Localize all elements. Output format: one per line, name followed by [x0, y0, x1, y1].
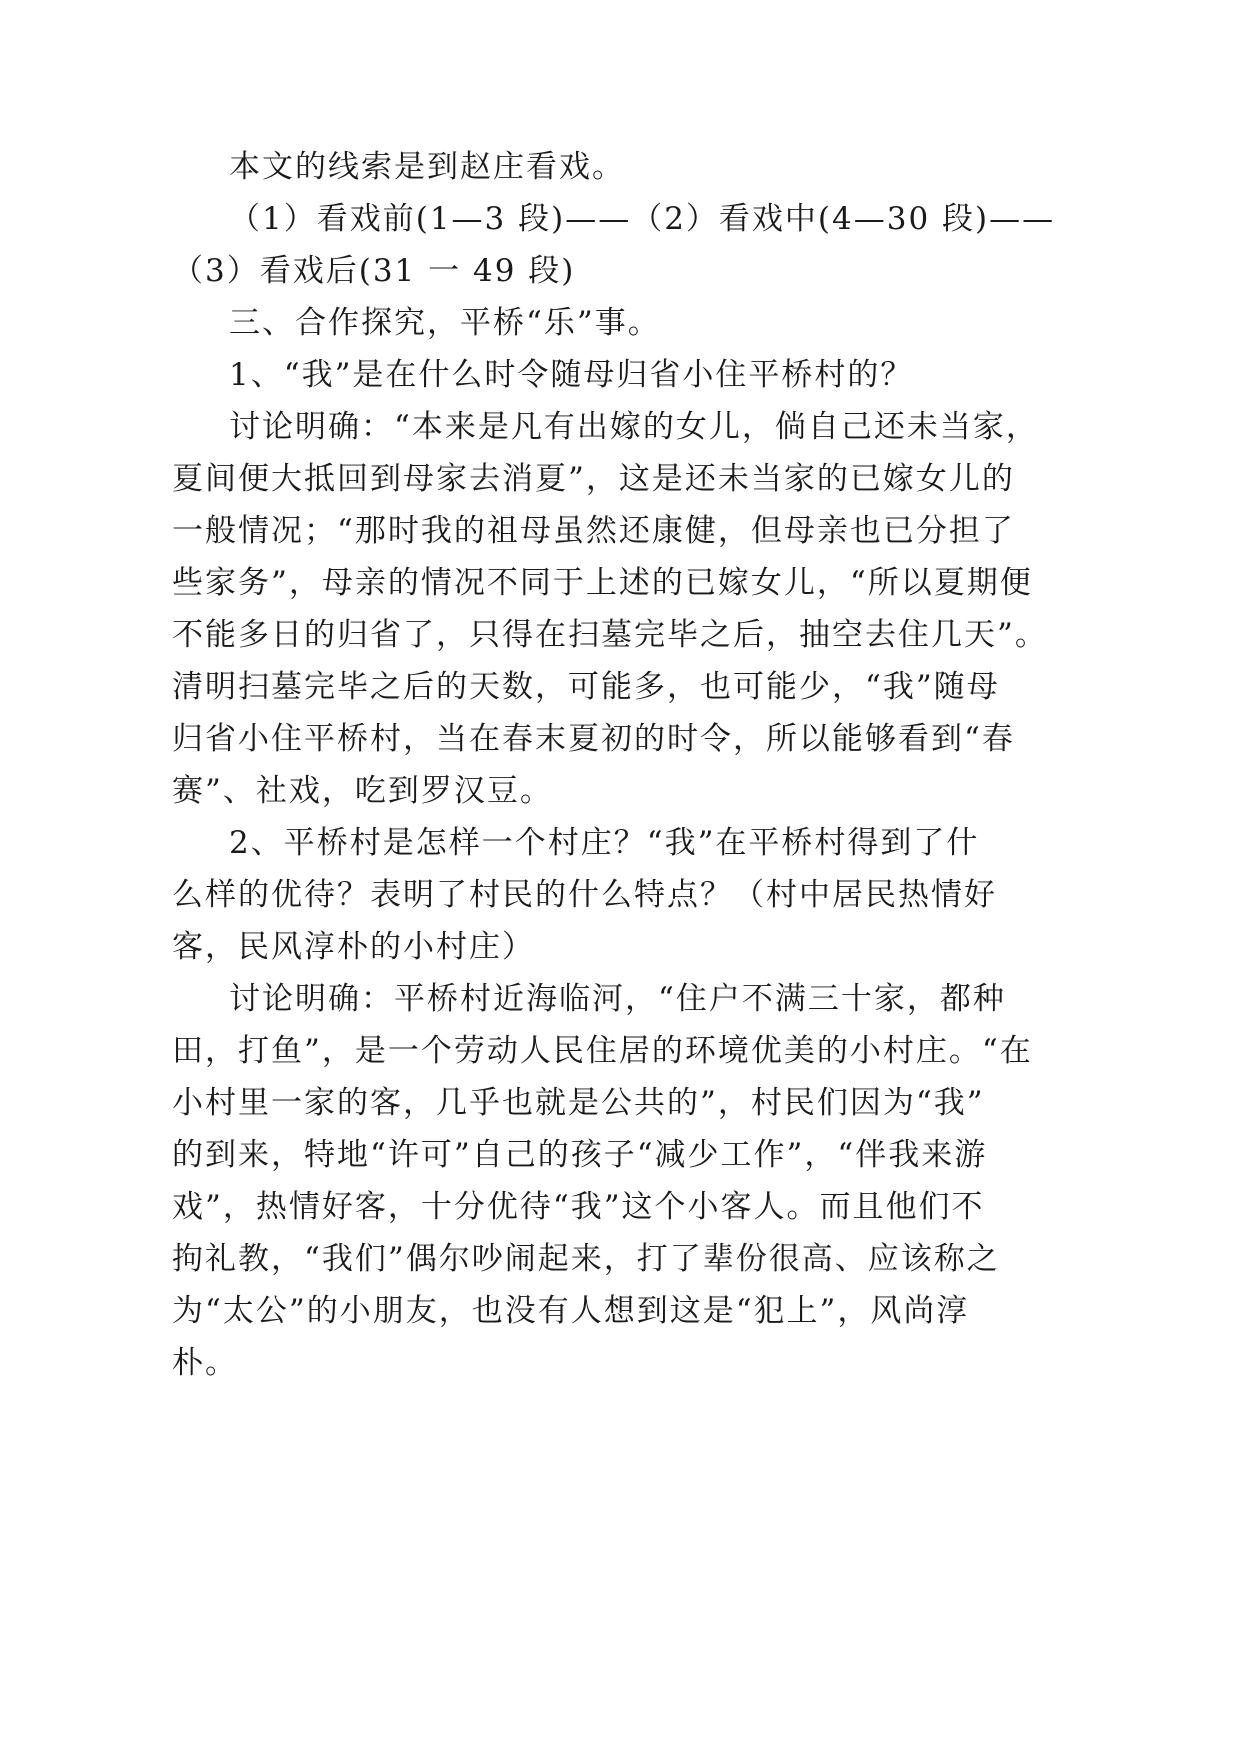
text-line: 夏间便大抵回到母家去消夏”，这是还未当家的已嫁女儿的 — [172, 461, 1015, 497]
text-line: 客，民风淳朴的小村庄） — [172, 929, 535, 965]
text-line: 些家务”，母亲的情况不同于上述的已嫁女儿，“所以夏期便 — [172, 565, 1033, 601]
text-line: 为“太公”的小朋友，也没有人想到这是“犯上”，风尚淳 — [172, 1293, 970, 1329]
text-line: 赛”、社戏，吃到罗汉豆。 — [172, 773, 553, 809]
question-line: 2、平桥村是怎样一个村庄？“我”在平桥村得到了什 — [229, 825, 980, 861]
text-line: 田，打鱼”，是一个劳动人民住居的环境优美的小村庄。“在 — [172, 1033, 1033, 1069]
text-line: 一般情况；“那时我的祖母虽然还康健，但母亲也已分担了 — [172, 513, 1015, 549]
text-line: （1）看戏前(1—3 段)——（2）看戏中(4—30 段)—— — [229, 201, 1056, 237]
text-line: （3）看戏后(31 一 49 段) — [172, 253, 576, 289]
text-line: 清明扫墓完毕之后的天数，可能多，也可能少，“我”随母 — [172, 669, 1000, 705]
text-line: 朴。 — [172, 1345, 238, 1381]
text-line: 不能多日的归省了，只得在扫墓完毕之后，抽空去住几天”。 — [172, 617, 1048, 653]
text-line: 归省小住平桥村，当在春末夏初的时令，所以能够看到“春 — [172, 721, 1015, 757]
text-line: 小村里一家的客，几乎也就是公共的”，村民们因为“我” — [172, 1085, 985, 1121]
text-line: 拘礼教，“我们”偶尔吵闹起来，打了辈份很高、应该称之 — [172, 1241, 1000, 1277]
section-heading: 三、合作探究，平桥“乐”事。 — [229, 305, 661, 341]
text-line: 本文的线索是到赵庄看戏。 — [229, 149, 625, 185]
text-line: 么样的优待？表明了村民的什么特点？（村中居民热情好 — [172, 877, 997, 913]
text-line: 的到来，特地“许可”自己的孩子“减少工作”，“伴我来游 — [172, 1137, 988, 1173]
text-line: 讨论明确：“本来是凡有出嫁的女儿，倘自己还未当家， — [229, 409, 1039, 445]
text-line: 戏”，热情好客，十分优待“我”这个小客人。而且他们不 — [172, 1189, 985, 1225]
text-line: 讨论明确：平桥村近海临河，“住户不满三十家，都种 — [229, 981, 1006, 1017]
question-line: 1、“我”是在什么时令随母归省小住平桥村的？ — [229, 357, 914, 393]
